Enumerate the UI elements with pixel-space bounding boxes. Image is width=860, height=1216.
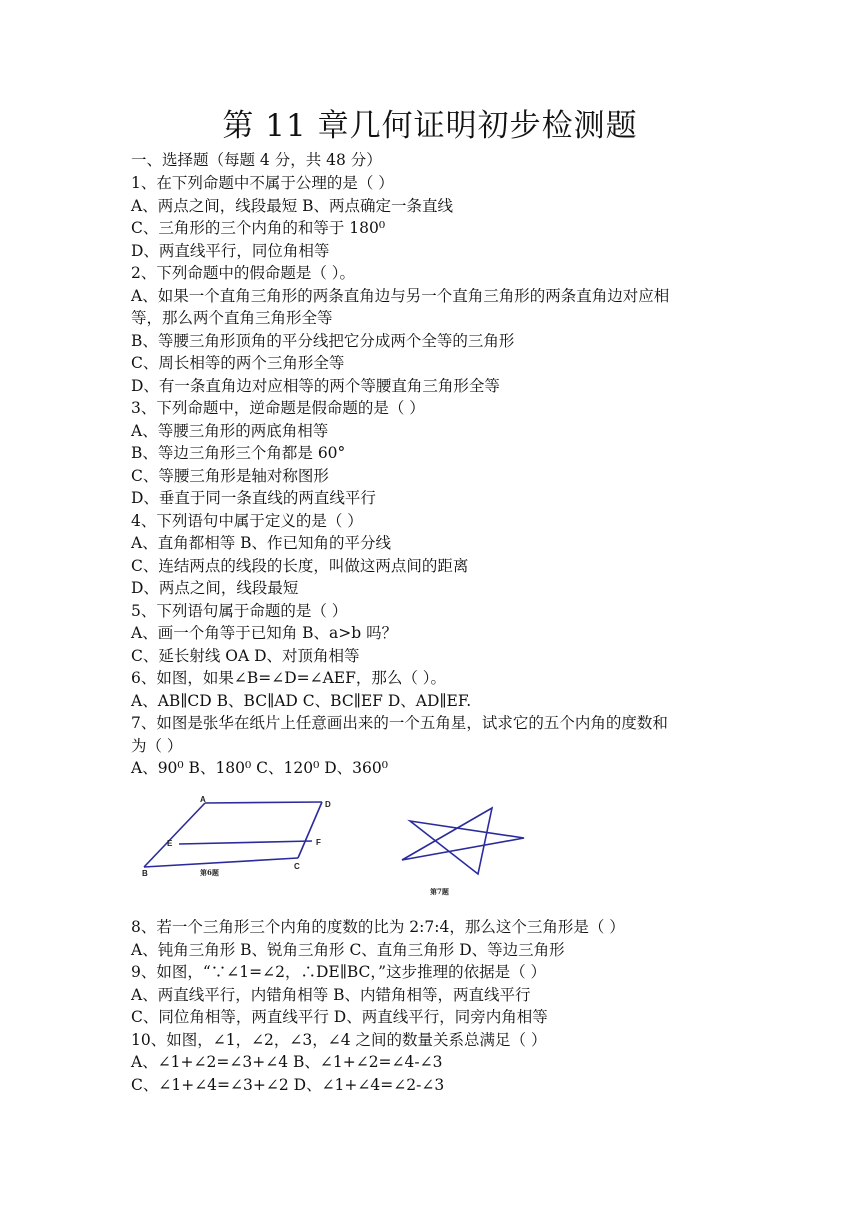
figure-6-caption: 第6题 (200, 868, 219, 877)
text-line: A、∠1+∠2=∠3+∠4 B、∠1+∠2=∠4-∠3 (131, 1053, 443, 1071)
segment-dc (298, 802, 322, 858)
text-line: C、连结两点的线段的长度，叫做这两点间的距离 (131, 556, 469, 575)
text-line: C、∠1+∠4=∠3+∠2 D、∠1+∠4=∠2-∠3 (131, 1075, 445, 1094)
point-label-a: A (200, 795, 206, 804)
text-line: A、画一个角等于已知角 B、a>b 吗？ (131, 624, 398, 642)
text-line: C、等腰三角形是轴对称图形 (131, 466, 329, 485)
text-line: A、两直线平行，内错角相等 B、内错角相等，两直线平行 (131, 985, 531, 1004)
text-line: D、两点之间，线段最短 (131, 579, 299, 597)
segment-bc (144, 858, 298, 867)
text-line: A、等腰三角形的两底角相等 (131, 421, 329, 440)
pentagram-star (402, 808, 524, 874)
text-line: A、90⁰ B、180⁰ C、120⁰ D、360⁰ (131, 759, 388, 777)
text-line: A、直角都相等 B、作已知角的平分线 (131, 534, 392, 552)
text-line: 2、下列命题中的假命题是（ ）。 (131, 264, 356, 282)
figure-7 (396, 806, 532, 898)
page-title: 第 11 章几何证明初步检测题 (222, 108, 638, 144)
point-label-c: C (294, 862, 300, 871)
text-line: 5、下列语句属于命题的是（ ） (131, 601, 348, 620)
text-line: D、有一条直角边对应相等的两个等腰直角三角形全等 (131, 376, 500, 395)
figure-6 (136, 794, 346, 880)
text-line: B、等边三角形三个角都是 60° (131, 444, 346, 462)
text-line: 3、下列命题中，逆命题是假命题的是（ ） (131, 399, 425, 417)
text-line: 7、如图是张华在纸片上任意画出来的一个五角星，试求它的五个内角的度数和 (131, 714, 668, 732)
text-line: 8、若一个三角形三个内角的度数的比为 2:7:4，那么这个三角形是（ ） (131, 918, 625, 936)
segment-ab (144, 803, 205, 867)
text-line: 1、在下列命题中不属于公理的是（ ） (131, 174, 394, 192)
text-line: A、钝角三角形 B、锐角三角形 C、直角三角形 D、等边三角形 (131, 940, 565, 959)
segment-ad (205, 802, 322, 803)
text-line: 6、如图，如果∠B=∠D=∠AEF，那么（ ）。 (131, 669, 447, 687)
text-line: 4、下列语句中属于定义的是（ ） (131, 511, 363, 530)
text-line: 等，那么两个直角三角形全等 (131, 309, 333, 327)
segment-ef (179, 841, 312, 844)
text-line: C、同位角相等，两直线平行 D、两直线平行，同旁内角相等 (131, 1008, 548, 1026)
text-line: A、AB∥CD B、BC∥AD C、BC∥EF D、AD∥EF. (131, 691, 472, 710)
text-line: 9、如图，“∵∠1=∠2，∴DE∥BC，”这步推理的依据是（ ） (131, 963, 547, 981)
point-label-d: D (325, 800, 331, 809)
text-line: 10、如图，∠1，∠2，∠3，∠4 之间的数量关系总满足（ ） (131, 1030, 547, 1049)
point-label-b: B (142, 869, 148, 878)
text-line: C、三角形的三个内角的和等于 180⁰ (131, 219, 386, 237)
figure-7-caption: 第7题 (430, 887, 449, 896)
text-line: C、周长相等的两个三角形全等 (131, 354, 345, 372)
point-label-f: F (316, 838, 321, 847)
text-line: D、两直线平行，同位角相等 (131, 241, 330, 260)
text-line: 为（ ） (131, 736, 183, 755)
point-label-e: E (167, 839, 173, 848)
section-heading: 一、选择题（每题 4 分，共 48 分） (131, 151, 382, 169)
text-line: A、两点之间，线段最短 B、两点确定一条直线 (131, 196, 454, 215)
text-line: B、等腰三角形顶角的平分线把它分成两个全等的三角形 (131, 331, 515, 350)
text-line: A、如果一个直角三角形的两条直角边与另一个直角三角形的两条直角边对应相 (131, 286, 670, 305)
text-line: D、垂直于同一条直线的两直线平行 (131, 489, 376, 507)
text-line: C、延长射线 OA D、对顶角相等 (131, 646, 360, 665)
